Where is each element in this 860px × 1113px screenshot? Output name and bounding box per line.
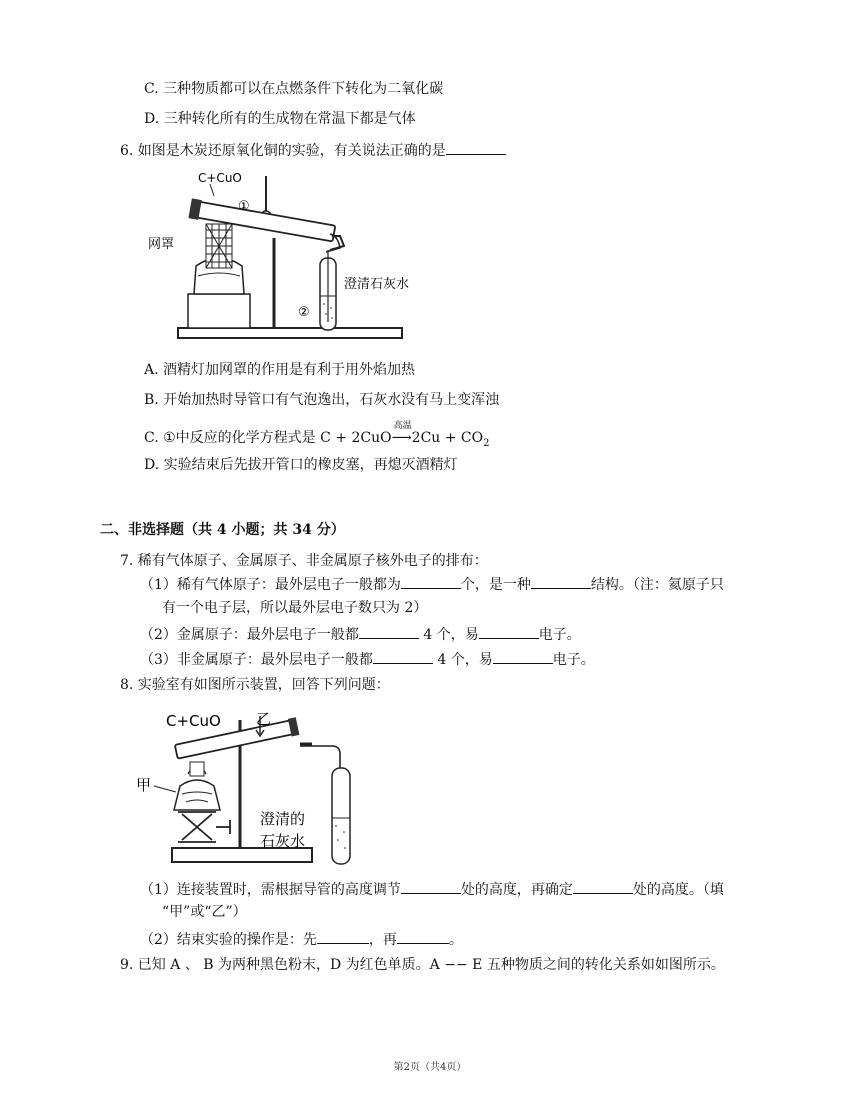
q9-stem: 9. 已知 A 、 B 为两种黑色粉末，D 为红色单质。A −− E 五种物质之间的转化关系如如图所示。 xyxy=(120,957,725,973)
q8-apparatus-figure xyxy=(136,706,366,870)
q6-stem: 6. 如图是木炭还原氧化铜的实验，有关说法正确的是 xyxy=(120,140,506,161)
q8-label-limewater-1: 澄清的 xyxy=(260,810,306,828)
q6-label-limewater: 澄清石灰水 xyxy=(344,277,410,292)
answer-blank xyxy=(397,929,449,944)
q6-label-gauze: 网罩 xyxy=(148,237,175,252)
q8-label-jia: 甲 xyxy=(136,776,152,794)
q8-line-1: （1）连接装置时，需根据导管的高度调节 处的高度，再确定 处的高度。（填 xyxy=(140,879,724,900)
q8-line-2: （2）结束实验的操作是：先 ，再 。 xyxy=(140,929,463,950)
answer-blank xyxy=(359,624,419,639)
q6-option-d: D. 实验结束后先拔开管口的橡皮塞，再熄灭酒精灯 xyxy=(144,457,458,473)
q6-option-b: B. 开始加热时导管口有气泡逸出，石灰水没有马上变浑浊 xyxy=(144,392,500,408)
section-title: 二、非选择题（共 4 小题；共 34 分） xyxy=(100,522,345,538)
q6-label-reactant: C+CuO xyxy=(198,171,242,185)
q6-label-circle1: ① xyxy=(238,199,250,214)
q8-label-limewater-2: 石灰水 xyxy=(260,832,306,850)
q7-line-2: （2）金属原子：最外层电子一般都 4 个，易 电子。 xyxy=(140,624,581,645)
answer-blank xyxy=(317,929,369,944)
answer-blank xyxy=(493,649,553,664)
q8-label-reactant: C+CuO xyxy=(166,712,221,730)
answer-blank xyxy=(573,879,633,894)
q5-option-c: C. 三种物质都可以在点燃条件下转化为二氧化碳 xyxy=(144,81,444,97)
reaction-arrow: 高温 ⟶ xyxy=(391,421,412,446)
answer-blank xyxy=(446,140,506,155)
answer-blank xyxy=(373,649,433,664)
answer-blank xyxy=(531,574,591,589)
q6-option-a: A. 酒精灯加网罩的作用是有利于用外焰加热 xyxy=(144,362,416,378)
q7-line-1: （1）稀有气体原子：最外层电子一般都为 个，是一种 结构。（注：氦原子只 xyxy=(140,574,724,595)
q6-apparatus-figure xyxy=(148,166,420,342)
answer-blank xyxy=(401,879,461,894)
q5-option-d: D. 三种转化所有的生成物在常温下都是气体 xyxy=(144,111,416,127)
q8-label-yi: 乙 xyxy=(256,710,272,728)
q7-stem: 7. 稀有气体原子、金属原子、非金属原子核外电子的排布： xyxy=(120,553,488,569)
q8-stem: 8. 实验室有如图所示装置，回答下列问题： xyxy=(120,677,390,693)
q6-option-c: C. ①中反应的化学方程式是 C + 2CuO 高温 ⟶2Cu + $CO_2$ xyxy=(144,421,490,449)
page-footer: 第2页（共4页） xyxy=(393,1062,467,1073)
q7-line-3: （3）非金属原子：最外层电子一般都 4 个，易 电子。 xyxy=(140,649,595,670)
q6-label-circle2: ② xyxy=(298,305,310,320)
answer-blank xyxy=(479,624,539,639)
answer-blank xyxy=(401,574,461,589)
q8-line-1-cont: “甲”或“乙”） xyxy=(162,904,247,920)
q7-line-1-cont: 有一个电子层，所以最外层电子数只为 2） xyxy=(162,600,428,616)
